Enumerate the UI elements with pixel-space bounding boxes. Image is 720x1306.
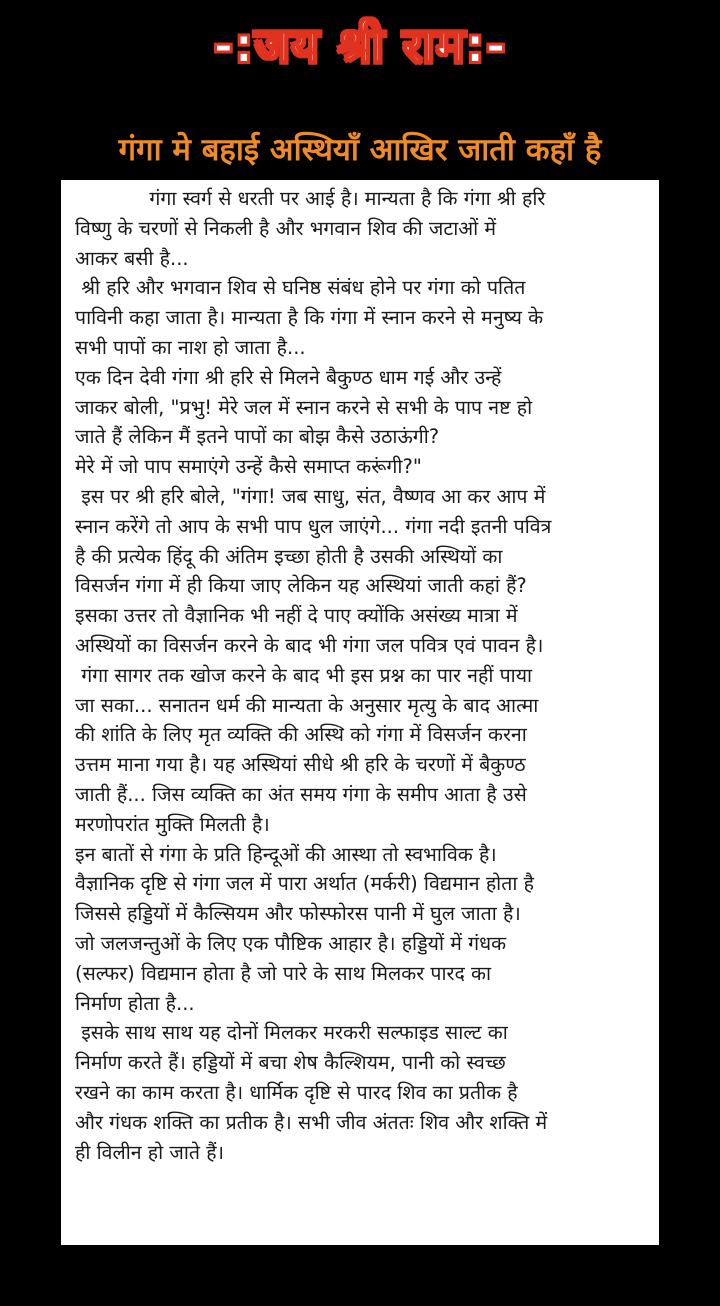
article-line: जा सका... सनातन धर्म की मान्यता के अनुसार मृत्यु के बाद आत्मा	[75, 693, 539, 717]
article-line: ही विलीन हो जाते हैं।	[75, 1140, 224, 1164]
article-line: विसर्जन गंगा में ही किया जाए लेकिन यह अस्थियां जाती कहां हैं?	[75, 574, 527, 598]
article-line: मेरे में जो पाप समाएंगे उन्हें कैसे समाप्त करूंगी?"	[75, 455, 422, 479]
article-line: विष्णु के चरणों से निकली है और भगवान शिव की जटाओं में	[75, 216, 497, 240]
article-line: सभी पापों का नाश हो जाता है...	[75, 335, 306, 359]
article-line: श्री हरि और भगवान शिव से घनिष्ठ संबंध होने पर गंगा को पतित	[75, 276, 526, 300]
article-line: आकर बसी है...	[75, 246, 189, 270]
article-line: वैज्ञानिक दृष्टि से गंगा जल में पारा अर्थात (मर्करी) विद्यमान होता है	[75, 872, 534, 896]
article-line: (सल्फर) विद्यमान होता है जो पारे के साथ मिलकर पारद का	[75, 961, 492, 985]
article-line: जाकर बोली, "प्रभु! मेरे जल में स्नान करने से सभी के पाप नष्ट हो	[75, 395, 533, 419]
article-line: अस्थियों का विसर्जन करने के बाद भी गंगा जल पवित्र एवं पावन है।	[75, 633, 544, 657]
article-line: पाविनी कहा जाता है। मान्यता है कि गंगा में स्नान करने से मनुष्य के	[75, 306, 544, 330]
article-line: इसके साथ साथ यह दोनों मिलकर मरकरी सल्फाइड साल्ट का	[75, 1021, 508, 1045]
article-line: जिससे हड्डियों में कैल्सियम और फोस्फोरस पानी में घुल जाता है।	[75, 902, 521, 926]
article-line: इस पर श्री हरि बोले, "गंगा! जब साधु, संत, वैष्णव आ कर आप में	[75, 484, 546, 508]
article-line: निर्माण होता है...	[75, 991, 195, 1015]
article-line: जाती हैं... जिस व्यक्ति का अंत समय गंगा के समीप आता है उसे	[75, 782, 527, 806]
article-line: की शांति के लिए मृत व्यक्ति की अस्थि को गंगा में विसर्जन करना	[75, 723, 527, 747]
article-line: और गंधक शक्ति का प्रतीक है। सभी जीव अंततः शिव और शक्ति में	[75, 1110, 548, 1134]
article-line: जो जलजन्तुओं के लिए एक पौष्टिक आहार है। हड्डियों में गंधक	[75, 931, 507, 955]
article-line: है की प्रत्येक हिंदू की अंतिम इच्छा होती है उसकी अस्थियों का	[75, 544, 503, 568]
article-line: रखने का काम करता है। धार्मिक दृष्टि से पारद शिव का प्रतीक है	[75, 1080, 518, 1104]
article-line: जाते हैं लेकिन मैं इतने पापों का बोझ कैसे उठाऊंगी?	[75, 425, 440, 449]
article-line: गंगा स्वर्ग से धरती पर आई है। मान्यता है कि गंगा श्री हरि	[75, 187, 546, 210]
article-line: उत्तम माना गया है। यह अस्थियां सीधे श्री हरि के चरणों में बैकुण्ठ	[75, 753, 526, 777]
article-body	[61, 180, 659, 1245]
article-line: मरणोपरांत मुक्ति मिलती है।	[75, 812, 270, 836]
article-line: स्नान करेंगे तो आप के सभी पाप धुल जाएंगे... गंगा नदी इतनी पवित्र	[75, 514, 552, 538]
article-headline: गंगा मे बहाई अस्थियाँ आखिर जाती कहाँ है	[118, 132, 602, 168]
page-banner-title: -:जय श्री राम:-	[213, 18, 507, 74]
article-line: एक दिन देवी गंगा श्री हरि से मिलने बैकुण्ठ धाम गई और उन्हें	[75, 365, 502, 389]
article-line: निर्माण करते हैं। हड्डियों में बचा शेष कैल्शियम, पानी को स्वच्छ	[75, 1051, 506, 1075]
article-line: गंगा सागर तक खोज करने के बाद भी इस प्रश्न का पार नहीं पाया	[75, 663, 533, 687]
article-line: इन बातों से गंगा के प्रति हिन्दूओं की आस्था तो स्वभाविक है।	[75, 842, 497, 866]
article-line: इसका उत्तर तो वैज्ञानिक भी नहीं दे पाए क्योंकि असंख्य मात्रा में	[75, 604, 518, 628]
